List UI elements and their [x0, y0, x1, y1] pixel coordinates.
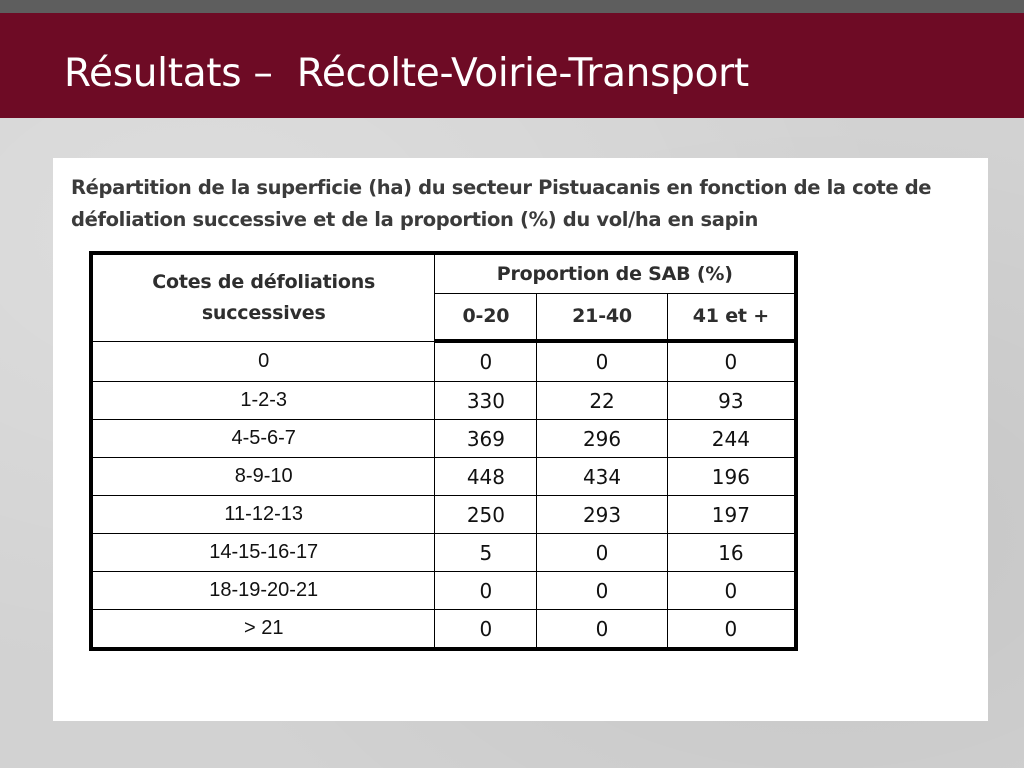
value-cell: 293 — [537, 496, 667, 534]
content-card — [53, 158, 988, 721]
group-header-proportion: Proportion de SAB (%) — [435, 253, 796, 293]
table-row — [91, 341, 796, 382]
table-row — [91, 610, 796, 650]
value-cell: 0 — [435, 610, 537, 650]
value-cell: 296 — [537, 420, 667, 458]
value-cell: 16 — [667, 534, 796, 572]
cote-cell: 8-9-10 — [91, 458, 435, 496]
value-cell: 448 — [435, 458, 537, 496]
header-row-group — [91, 253, 796, 293]
value-cell: 0 — [667, 572, 796, 610]
value-cell: 22 — [537, 382, 667, 420]
value-cell: 0 — [435, 341, 537, 382]
cote-cell: 11-12-13 — [91, 496, 435, 534]
cote-cell: 0 — [91, 341, 435, 382]
value-cell: 0 — [537, 534, 667, 572]
value-cell: 0 — [537, 341, 667, 382]
table-row — [91, 458, 796, 496]
table-caption: Répartition de la superficie (ha) du secteur Pistuacanis en fonction de la cote de défoliation successive et de la proportion (%) du vol/ha en sapin — [71, 176, 932, 231]
table-row — [91, 382, 796, 420]
table-row — [91, 420, 796, 458]
data-table — [89, 251, 798, 651]
value-cell: 196 — [667, 458, 796, 496]
cote-cell: 1-2-3 — [91, 382, 435, 420]
table-row — [91, 534, 796, 572]
value-cell: 0 — [435, 572, 537, 610]
value-cell: 5 — [435, 534, 537, 572]
value-cell: 0 — [537, 572, 667, 610]
table-row — [91, 496, 796, 534]
value-cell: 197 — [667, 496, 796, 534]
column-header: 41 et + — [667, 293, 796, 341]
table-row — [91, 572, 796, 610]
slide-title: Résultats – Récolte-Voirie-Transport — [64, 51, 749, 96]
row-header-cotes: Cotes de défoliations successives — [91, 253, 435, 341]
cote-cell: 14-15-16-17 — [91, 534, 435, 572]
value-cell: 93 — [667, 382, 796, 420]
value-cell: 330 — [435, 382, 537, 420]
value-cell: 250 — [435, 496, 537, 534]
value-cell: 0 — [667, 341, 796, 382]
value-cell: 0 — [537, 610, 667, 650]
cote-cell: 4-5-6-7 — [91, 420, 435, 458]
value-cell: 0 — [667, 610, 796, 650]
value-cell: 369 — [435, 420, 537, 458]
cote-cell: 18-19-20-21 — [91, 572, 435, 610]
cote-cell: > 21 — [91, 610, 435, 650]
value-cell: 434 — [537, 458, 667, 496]
value-cell: 244 — [667, 420, 796, 458]
column-header: 0-20 — [435, 293, 537, 341]
top-strip — [0, 0, 1024, 13]
column-header: 21-40 — [537, 293, 667, 341]
